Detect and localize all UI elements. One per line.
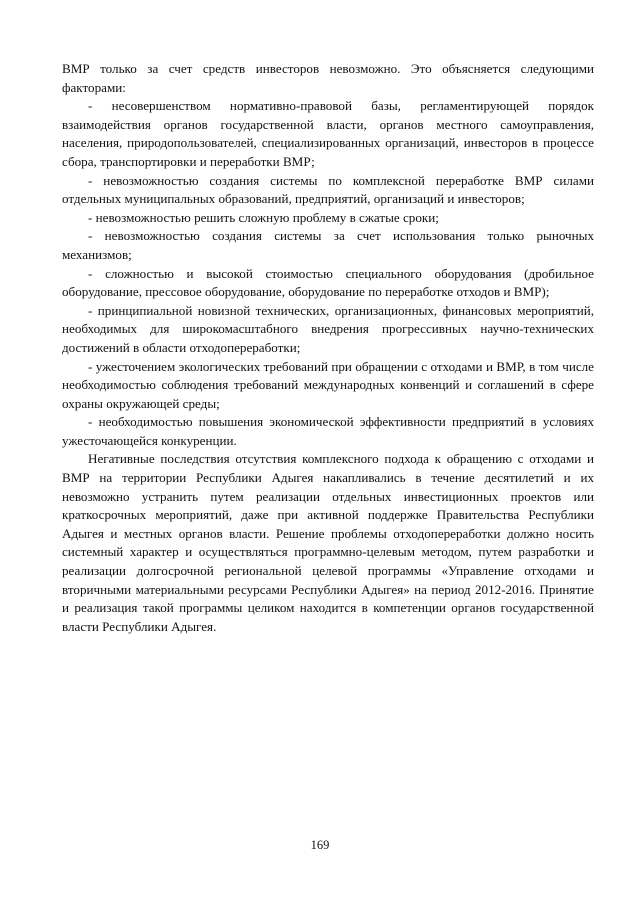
list-item-system-creation: - невозможностью создания системы по комплексной переработке ВМР силами отдельных муниципальных образований, предприятий, организаций и инвесторов; xyxy=(62,172,594,207)
list-item-novelty: - принципиальной новизной технических, организационных, финансовых мероприятий, необходимых для широкомасштабного внедрения прогрессивных научно-технических достижений в области отходопереработки; xyxy=(62,302,594,355)
document-body xyxy=(62,60,594,636)
list-item-ecological-requirements: - ужесточением экологических требований при обращении с отходами и ВМР, в том числе необходимостью соблюдения требований международных конвенций и соглашений в сфере охраны окружающей среды; xyxy=(62,358,594,411)
list-item-equipment-cost: - сложностью и высокой стоимостью специального оборудования (дробильное оборудование, прессовое оборудование, оборудование по переработке отходов и ВМР); xyxy=(62,265,594,300)
list-item-market-mechanisms: - невозможностью создания системы за счет использования только рыночных механизмов; xyxy=(62,228,594,262)
list-item-short-terms: - невозможностью решить сложную проблему в сжатые сроки; xyxy=(88,209,439,225)
page-number: 169 xyxy=(310,838,330,852)
paragraph-conclusion: Негативные последствия отсутствия комплексного подхода к обращению с отходами и ВМР на территории Республики Адыгея накапливались в течение десятилетий и их невозможно устранить путем реализации отдельных инвестиционных проектов или краткосрочных мероприятий, даже при активной поддержке Правительства Республики Адыгея и местных органов власти. Решение проблемы отходопереработки должно носить системный характер и осуществляться программно-целевым методом, путем разработки и реализации долгосрочной региональной целевой программы «Управление отходами и вторичными материальными ресурсами Республики Адыгея» на период 2012-2016. Принятие и реализация такой программы целиком находится в компетенции органов государственной власти Республики Адыгея. xyxy=(62,451,594,634)
paragraph-intro: ВМР только за счет средств инвесторов невозможно. Это объясняется следующими факторами: xyxy=(62,61,594,95)
list-item-economic-efficiency: - необходимостью повышения экономической эффективности предприятий в условиях ужесточающейся конкуренции. xyxy=(62,414,594,448)
list-item-legal-base: - несовершенством нормативно-правовой базы, регламентирующей порядок взаимодействия органов государственной власти, органов местного самоуправления, населения, природопользователей, специализированных организаций, инвесторов в процессе сбора, транспортировки и переработки ВМР; xyxy=(62,98,594,169)
